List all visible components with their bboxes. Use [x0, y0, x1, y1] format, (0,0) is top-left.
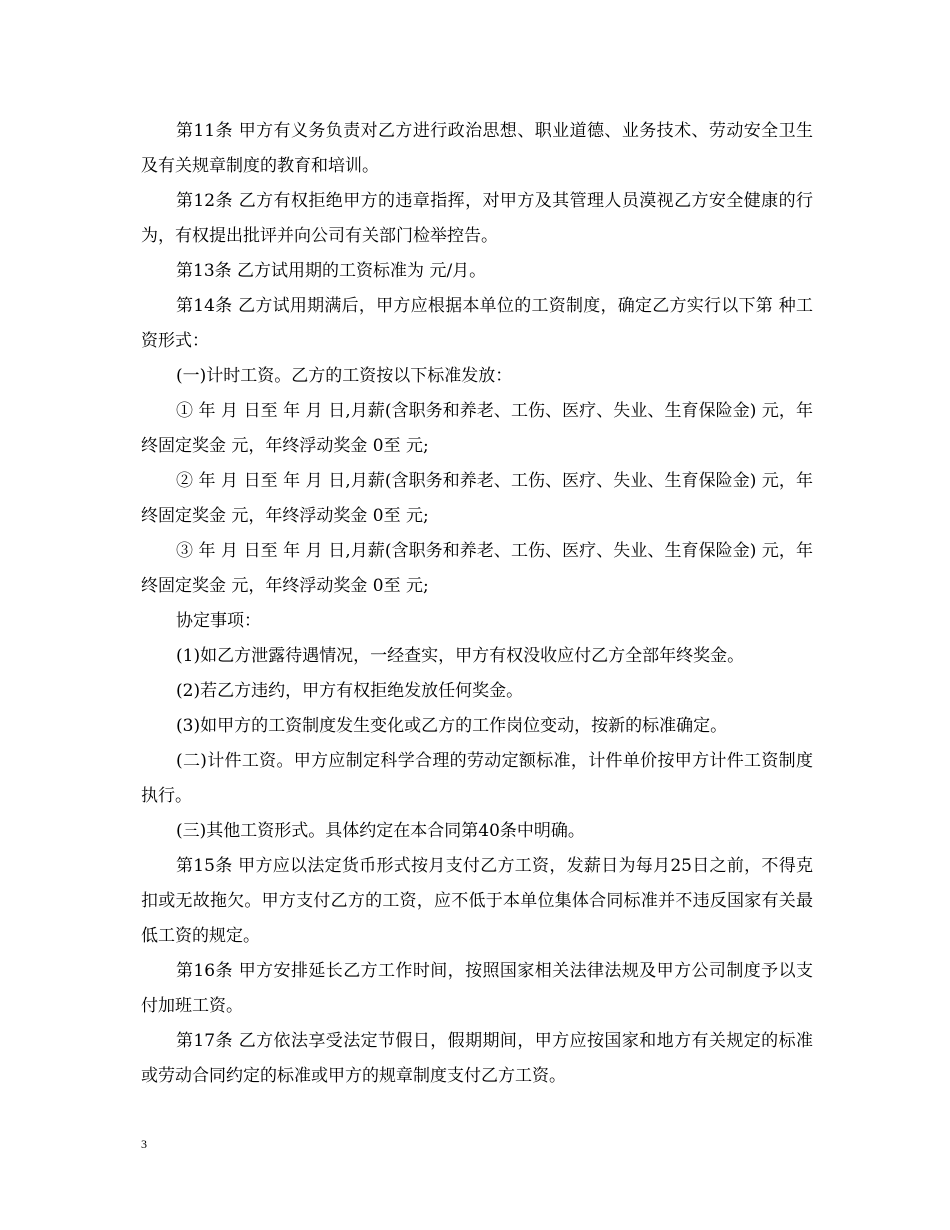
salary-period-2-paragraph: ② 年 月 日至 年 月 日,月薪(含职务和养老、工伤、医疗、失业、生育保险金) 元，年终固定奖金 元，年终浮动奖金 0至 元; — [141, 471, 813, 526]
article-11-paragraph: 第11条 甲方有义务负责对乙方进行政治思想、职业道德、业务技术、劳动安全卫生及有关规章制度的教育和培训。 — [141, 121, 813, 176]
article-15-paragraph: 第15条 甲方应以法定货币形式按月支付乙方工资，发薪日为每月25日之前，不得克扣或无故拖欠。甲方支付乙方的工资，应不低于本单位集体合同标准并不违反国家有关最低工资的规定。 — [141, 856, 813, 946]
article-12-paragraph: 第12条 乙方有权拒绝甲方的违章指挥，对甲方及其管理人员漠视乙方安全健康的行为，有权提出批评并向公司有关部门检举控告。 — [141, 191, 813, 246]
article-14-paragraph: 第14条 乙方试用期满后，甲方应根据本单位的工资制度，确定乙方实行以下第 种工资形式： — [141, 296, 813, 351]
salary-period-3-paragraph: ③ 年 月 日至 年 月 日,月薪(含职务和养老、工伤、医疗、失业、生育保险金) 元，年终固定奖金 元，年终浮动奖金 0至 元; — [141, 541, 813, 596]
agreement-items-heading: 协定事项： — [176, 611, 261, 631]
agreement-item-2: (2)若乙方违约，甲方有权拒绝发放任何奖金。 — [176, 681, 524, 701]
salary-period-1-paragraph: ① 年 月 日至 年 月 日,月薪(含职务和养老、工伤、医疗、失业、生育保险金) 元，年终固定奖金 元，年终浮动奖金 0至 元; — [141, 401, 813, 456]
agreement-item-1: (1)如乙方泄露待遇情况，一经查实，甲方有权没收应付乙方全部年终奖金。 — [176, 646, 745, 666]
article-16-paragraph: 第16条 甲方安排延长乙方工作时间，按照国家相关法律法规及甲方公司制度予以支付加班工资。 — [141, 961, 813, 1016]
document-body — [141, 114, 813, 1094]
article-13-paragraph: 第13条 乙方试用期的工资标准为 元/月。 — [176, 261, 487, 281]
article-17-paragraph: 第17条 乙方依法享受法定节假日，假期期间，甲方应按国家和地方有关规定的标准或劳动合同约定的标准或甲方的规章制度支付乙方工资。 — [141, 1031, 813, 1086]
piece-wage-paragraph: (二)计件工资。甲方应制定科学合理的劳动定额标准，计件单价按甲方计件工资制度执行。 — [141, 751, 813, 806]
agreement-item-3: (3)如甲方的工资制度发生变化或乙方的工作岗位变动，按新的标准确定。 — [176, 716, 728, 736]
other-wage-paragraph: (三)其他工资形式。具体约定在本合同第40条中明确。 — [176, 821, 585, 841]
page-number: 3 — [141, 1137, 147, 1151]
hourly-wage-paragraph: (一)计时工资。乙方的工资按以下标准发放： — [176, 366, 513, 386]
